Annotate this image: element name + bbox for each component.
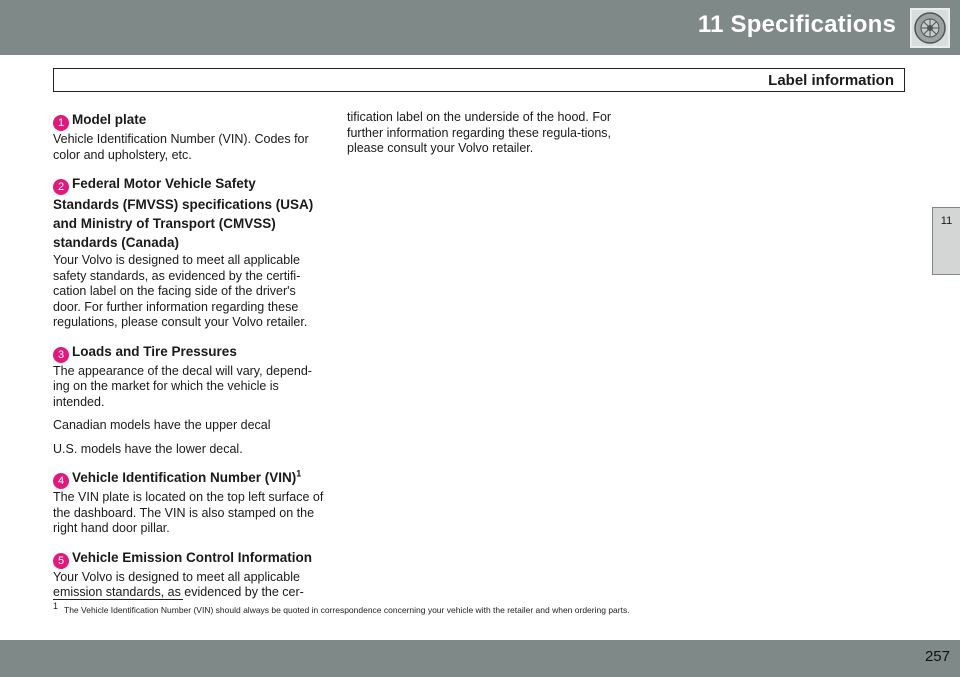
footnote bbox=[53, 601, 630, 615]
chapter-side-tab[interactable] bbox=[932, 207, 960, 275]
item-paragraph: The VIN plate is located on the top left surface of the dashboard. The VIN is also stamped on the right hand door pillar. bbox=[53, 490, 324, 535]
item-heading-text: Model plate bbox=[72, 112, 147, 127]
item-paragraph: Your Volvo is designed to meet all applicable safety standards, as evidenced by the certifi-cation label on the facing side of the driver's door. For further information regarding these regulations, please consult your Volvo retailer. bbox=[53, 253, 308, 329]
item-paragraph: Vehicle Identification Number (VIN). Codes for color and upholstery, etc. bbox=[53, 132, 309, 162]
continuation-paragraph: tification label on the underside of the hood. For further information regarding these regula-tions, please consult your Volvo retailer. bbox=[347, 110, 612, 155]
footnote-marker: 1 bbox=[296, 468, 302, 479]
number-badge-5: 5 bbox=[53, 553, 69, 569]
item-paragraph: The appearance of the decal will vary, depend-ing on the market for which the vehicle is intended. bbox=[53, 363, 312, 409]
item-heading bbox=[53, 468, 325, 489]
section-title: Label information bbox=[768, 72, 894, 89]
footnote-number: 1 bbox=[53, 601, 59, 612]
side-tab-label: 11 bbox=[940, 215, 953, 227]
left-column bbox=[53, 110, 325, 612]
footer-band bbox=[0, 640, 960, 677]
item-heading bbox=[53, 174, 325, 252]
right-column bbox=[347, 110, 617, 157]
item-heading-text: Vehicle Identification Number (VIN) bbox=[72, 470, 297, 485]
label-item bbox=[53, 110, 325, 163]
item-heading-text: Loads and Tire Pressures bbox=[72, 343, 237, 359]
item-paragraph: U.S. models have the lower decal. bbox=[53, 441, 243, 456]
chapter-title: 11 Specifications bbox=[697, 11, 896, 38]
item-heading bbox=[53, 342, 325, 363]
header-band bbox=[0, 0, 960, 55]
footnote-divider bbox=[53, 599, 183, 600]
item-paragraph: Canadian models have the upper decal bbox=[53, 418, 271, 432]
wheel-specifications-icon bbox=[910, 8, 950, 48]
number-badge-2: 2 bbox=[53, 179, 69, 195]
item-heading bbox=[53, 548, 325, 569]
page-number: 257 bbox=[924, 648, 950, 665]
label-item bbox=[53, 468, 325, 537]
label-item bbox=[53, 548, 325, 601]
footnote-text: The Vehicle Identification Number (VIN) should always be quoted in correspondence concerning your vehicle with the retailer and when ordering parts. bbox=[64, 605, 630, 615]
item-heading-text: Vehicle Emission Control Information bbox=[72, 549, 313, 565]
number-badge-4: 4 bbox=[53, 473, 69, 489]
number-badge-3: 3 bbox=[53, 347, 69, 363]
item-paragraph: Your Volvo is designed to meet all applicable emission standards, as evidenced by the cer- bbox=[53, 569, 304, 599]
section-header-box bbox=[53, 68, 905, 92]
label-item bbox=[53, 174, 325, 331]
number-badge-1: 1 bbox=[53, 115, 69, 131]
item-heading bbox=[53, 110, 325, 131]
item-heading-text: Federal Motor Vehicle Safety Standards (FMVSS) specifications (USA) and Ministry of Transport (CMVSS) standards (Canada) bbox=[53, 176, 314, 250]
label-item bbox=[53, 342, 325, 458]
